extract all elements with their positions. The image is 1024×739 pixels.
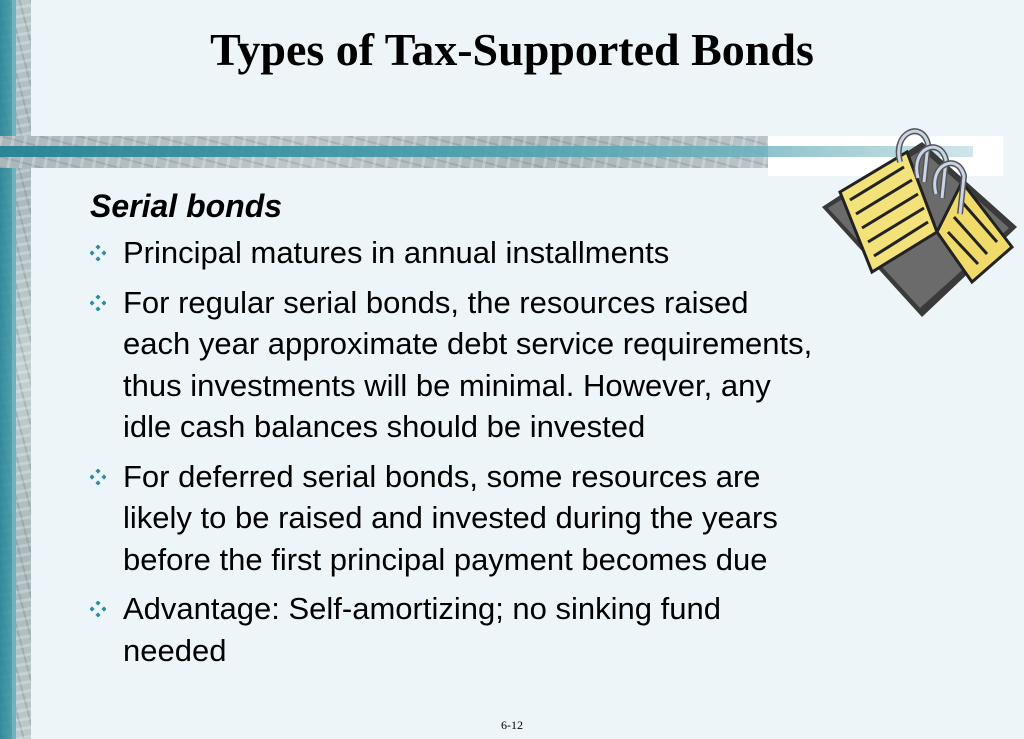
bullet-text: [123, 588, 910, 671]
slide-body: [90, 186, 910, 679]
diamond-bullet-icon: [90, 295, 106, 311]
bullet-list: [90, 232, 910, 671]
bullet-line: Advantage: Self-amortizing; no sinking fund: [123, 591, 721, 626]
diamond-bullet-icon: [90, 245, 106, 261]
bullet-line: before the first principal payment becomes due: [123, 541, 768, 577]
bullet-line: Principal matures in annual installments: [123, 235, 670, 270]
bullet-line: each year approximate debt service requirements,: [123, 326, 813, 361]
bullet-line: likely to be raised and invested during the years: [123, 500, 778, 535]
page-number: 6-12: [501, 718, 523, 732]
left-teal-accent: [0, 0, 12, 739]
left-light-accent: [12, 0, 16, 739]
bullet-item: [90, 456, 910, 581]
bullet-line: idle cash balances should be invested: [123, 409, 646, 444]
bullet-line: For deferred serial bonds, some resources are: [123, 458, 761, 494]
open-book-binder-icon: [812, 122, 1024, 322]
bullet-text: [123, 456, 910, 581]
bullet-item: [90, 282, 910, 448]
title-divider-teal-stripe: [0, 146, 768, 157]
slide-title: Types of Tax-Supported Bonds: [210, 24, 814, 75]
bullet-line: thus investments will be minimal. However, any: [123, 367, 771, 403]
bullet-text: [123, 282, 910, 448]
bullet-line: needed: [123, 632, 227, 668]
diamond-bullet-icon: [90, 469, 106, 485]
diamond-bullet-icon: [90, 601, 106, 617]
subheading: Serial bonds: [90, 188, 283, 224]
bullet-line: For regular serial bonds, the resources raised: [123, 284, 749, 320]
bullet-text: [123, 232, 910, 274]
bullet-item: [90, 588, 910, 671]
bullet-item: [90, 232, 910, 274]
